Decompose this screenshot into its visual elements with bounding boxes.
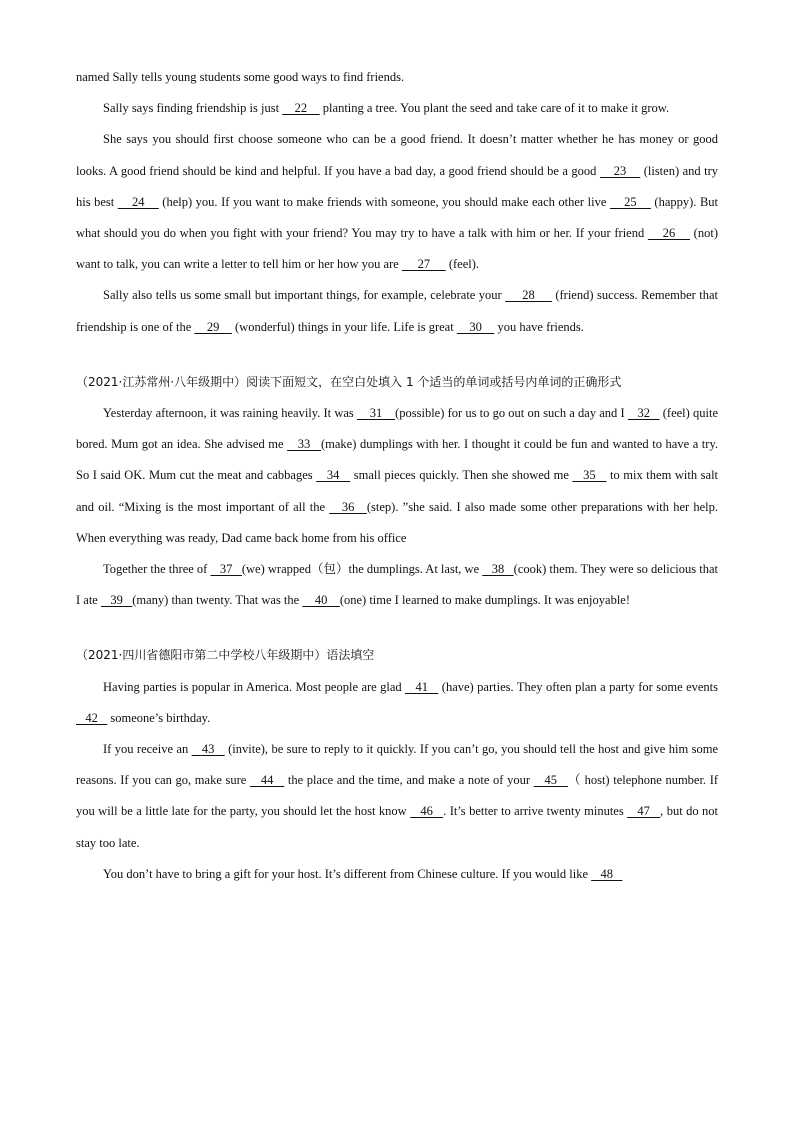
answer-blank[interactable]: 45 [533, 773, 568, 788]
answer-blank[interactable]: 34 [316, 468, 351, 483]
answer-blank[interactable]: 27 [401, 257, 446, 272]
answer-blank[interactable]: 38 [482, 562, 514, 577]
paragraph: Sally says finding friendship is just 22 planting a tree. You plant the seed and take care of it to make it grow. [103, 101, 670, 116]
paragraph: You don’t have to bring a gift for your host. It’s different from Chinese culture. If you would like 48 [103, 866, 623, 881]
document-page [76, 62, 718, 890]
answer-blank[interactable]: 24 [117, 194, 159, 209]
paragraph: named Sally tells young students some good ways to find friends. [76, 70, 405, 84]
answer-blank[interactable]: 42 [76, 710, 108, 725]
answer-blank[interactable]: 32 [627, 406, 660, 421]
answer-blank[interactable]: 37 [210, 562, 242, 577]
paragraph: Yesterday afternoon, it was raining heavily. It was 31 (possible) for us to go out on such a day and I 32 (feel) quite bored. Mum got an idea. She advised me 33 (make) dumplings with her. I thought it could be fun and wanted to have a try. So I said OK. Mum cut the meat and cabbages 34 small pieces quickly. Then she showed me 35 to mix them with salt and oil. “Mixing is the most important of all the 36 (step). ”she said. I also made some other preparations with her help. When everything was ready, Dad came back home from his office [76, 406, 719, 545]
section-header: （2021·四川省德阳市第二中学校八年级期中）语法填空 [76, 648, 375, 663]
answer-blank[interactable]: 47 [627, 804, 661, 819]
answer-blank[interactable]: 30 [456, 319, 495, 334]
answer-blank[interactable]: 43 [191, 742, 225, 757]
answer-blank[interactable]: 26 [647, 226, 690, 241]
paragraph: Sally also tells us some small but important things, for example, celebrate your 28 (friend) success. Remember that friendship is one of the 29 (wonderful) things in your life. Life is great 30 you have friends. [76, 288, 719, 334]
answer-blank[interactable]: 33 [287, 437, 321, 452]
answer-blank[interactable]: 41 [405, 679, 439, 694]
paragraph: Together the three of 37 (we) wrapped（包）the dumplings. At last, we 38 (cook) them. They were so delicious that I ate 39 (many) than twenty. That was the 40 (one) time I learned to make dumplings. It was enjoyable! [76, 562, 718, 608]
answer-blank[interactable]: 39 [100, 593, 133, 608]
answer-blank[interactable]: 23 [599, 163, 641, 178]
paragraph: Having parties is popular in America. Most people are glad 41 (have) parties. They often plan a party for some events 42 someone’s birthday. [76, 679, 718, 725]
paragraph: If you receive an 43 (invite), be sure to reply to it quickly. If you can’t go, you should tell the host and give him some reasons. If you can go, make sure 44 the place and the time, and make a note of your 45 （ host) telephone number. If you will be a little late for the party, you should let the host know 46 . It’s better to arrive twenty minutes 47 , but do not stay too late. [76, 742, 719, 850]
answer-blank[interactable]: 48 [591, 866, 623, 881]
answer-blank[interactable]: 35 [572, 468, 607, 483]
answer-blank[interactable]: 40 [302, 593, 340, 608]
answer-blank[interactable]: 36 [329, 499, 367, 514]
answer-blank[interactable]: 44 [249, 773, 285, 788]
answer-blank[interactable]: 22 [282, 101, 320, 116]
answer-blank[interactable]: 25 [609, 194, 651, 209]
section-header: （2021·江苏常州·八年级期中）阅读下面短文，在空白处填入 1 个适当的单词或括号内单词的正确形式 [76, 374, 622, 389]
answer-blank[interactable]: 28 [505, 288, 552, 303]
paragraph: She says you should first choose someone who can be a good friend. It doesn’t matter whether he has money or good looks. A good friend should be kind and helpful. If you have a bad day, a good friend should be a good 23 (listen) and try his best 24 (help) you. If you want to make friends with someone, you should make each other live 25 (happy). But what should you do when you fight with your friend? You may try to have a talk with him or her. If your friend 26 (not) want to talk, you can write a letter to tell him or her how you are 27 (feel). [76, 132, 719, 272]
answer-blank[interactable]: 29 [194, 319, 232, 334]
answer-blank[interactable]: 31 [357, 406, 396, 421]
answer-blank[interactable]: 46 [410, 804, 444, 819]
